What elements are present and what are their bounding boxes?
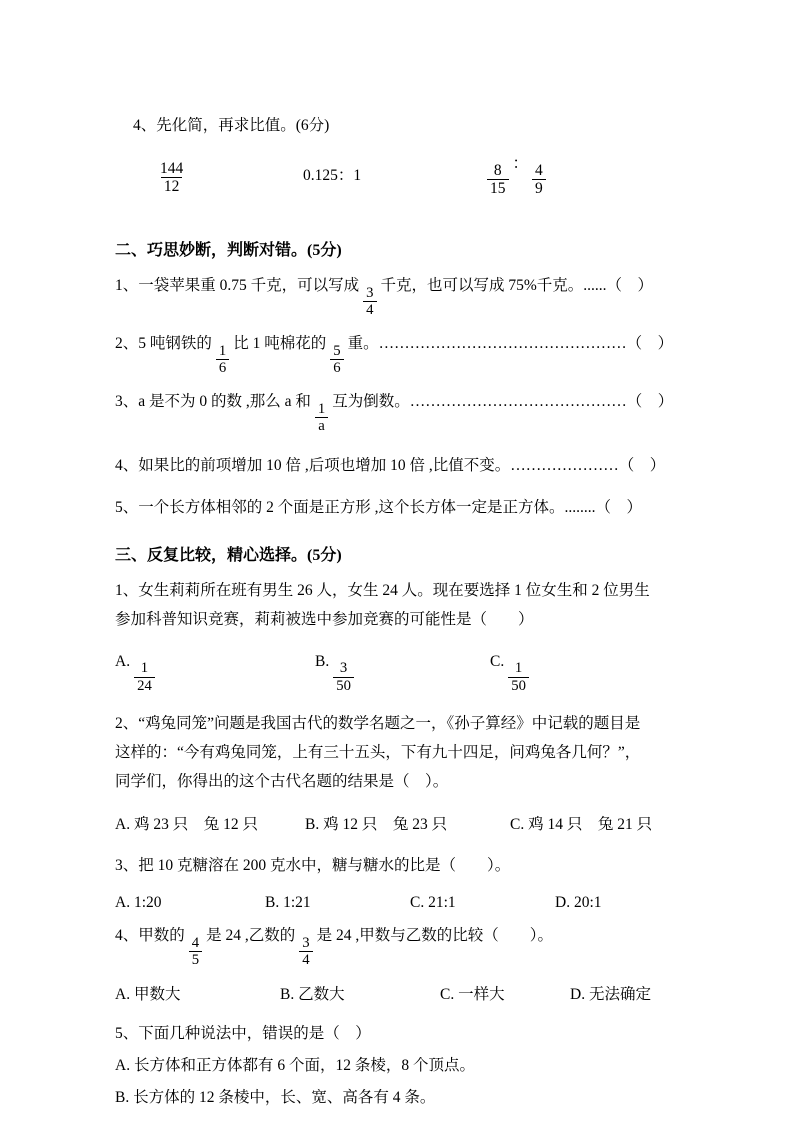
section-true-false (115, 237, 693, 518)
mc-q4-line1: 4、甲数的 $\frac{4}{5}$ 是 24 ,乙数的 $\frac{3}{4}$ 是 24 ,甲数与乙数的比较（ ）。 (115, 926, 554, 968)
math-expression-3: $\frac{8}{15}$ ： $\frac{4}{9}$ (483, 151, 693, 197)
math-expression-2: 0.125：1 (303, 167, 362, 185)
fraction: $\frac{1}{24}$ (134, 660, 155, 693)
mc-q1-option-b: B. $\frac{3}{50}$ (315, 653, 490, 694)
question-4-label: 4、先化简，再求比值。(6分) (133, 116, 330, 134)
mc-q1-option-a: A. $\frac{1}{24}$ (115, 653, 315, 694)
mc-q3-option-d: D. 20:1 (555, 893, 602, 911)
tf-item-5: 5、一个长方体相邻的 2 个面是正方形 ,这个长方体一定是正方体。........（ ） (115, 499, 643, 517)
mc-q3-option-a: A. 1:20 (115, 893, 162, 911)
fraction: $\frac{3}{50}$ (333, 660, 354, 693)
fraction: $\frac{8}{15}$ (487, 162, 509, 197)
tf-item-4: 4、如果比的前项增加 10 倍 ,后项也增加 10 倍 ,比值不变。…………………（ ） (115, 457, 666, 475)
mc-q2-text (115, 710, 693, 796)
fraction: $\frac{4}{5}$ (189, 935, 202, 968)
section-2-heading: 二、巧思妙断，判断对错。(5分) (115, 242, 342, 260)
fraction: $\frac{5}{6}$ (330, 343, 343, 376)
tf-item-1: 1、一袋苹果重 0.75 千克，可以写成 $\frac{3}{4}$ 千克，也可以写成 75%千克。......（ ） (115, 277, 654, 319)
mc-q1-options (115, 650, 693, 696)
fraction: $\frac{1}{50}$ (508, 660, 529, 693)
mc-q2-option-b: B. 鸡 12 只 兔 23 只 (305, 815, 448, 833)
section-multiple-choice (115, 542, 693, 1108)
mc-q1-text (115, 577, 693, 634)
mc-q2-line1: 2、“鸡兔同笼”问题是我国古代的数学名题之一，《孙子算经》中记载的题目是 (115, 715, 641, 733)
mc-q2-option-a: A. 鸡 23 只 兔 12 只 (115, 815, 258, 833)
fraction: $\frac{3}{4}$ (299, 935, 312, 968)
mc-q3-option-b: B. 1:21 (265, 893, 311, 911)
math-expression-1 (153, 153, 303, 195)
mc-q5-option-b: B. 长方体的 12 条棱中，长、宽、高各有 4 条。 (115, 1089, 436, 1107)
mc-q4-options (115, 982, 693, 1004)
fraction: $\frac{3}{4}$ (363, 285, 376, 318)
fraction: $\frac{4}{9}$ (532, 162, 546, 197)
mc-q1-line2: 参加科普知识竞赛，莉莉被选中参加竞赛的可能性是（ ） (115, 611, 534, 629)
question-4-simplify-block (115, 116, 693, 198)
fraction: $\frac{1}{6}$ (216, 343, 229, 376)
mc-q4-option-a: A. 甲数大 (115, 985, 181, 1003)
section-3-heading: 三、反复比较，精心选择。(5分) (115, 547, 342, 565)
mc-q2-line3: 同学们，你得出的这个古代名题的结果是（ ）。 (115, 772, 449, 790)
mc-q4-option-b: B. 乙数大 (280, 985, 345, 1003)
fraction: $\frac{1}{a}$ (315, 401, 328, 434)
mc-q2-option-c: C. 鸡 14 只 兔 21 只 (510, 815, 653, 833)
mc-q3-line1: 3、把 10 克糖溶在 200 克水中，糖与糖水的比是（ ）。 (115, 856, 511, 874)
mc-q2-line2: 这样的：“今有鸡兔同笼，上有三十五头，下有九十四足，问鸡兔各几何？”， (115, 744, 641, 761)
fraction: $\frac{144}{12}$ (160, 160, 184, 196)
mc-q2-options (115, 812, 693, 834)
mc-q5-option-a: A. 长方体和正方体都有 6 个面，12 条棱，8 个顶点。 (115, 1057, 475, 1075)
mc-q4-option-c: C. 一样大 (440, 985, 505, 1003)
mc-q1-option-c: C. $\frac{1}{50}$ (490, 653, 693, 694)
tf-item-3: 3、a 是不为 0 的数 ,那么 a 和 $\frac{1}{a}$ 互为倒数。……………………………………（ ） (115, 393, 674, 435)
mc-q4-option-d: D. 无法确定 (570, 985, 651, 1003)
tf-item-2: 2、5 吨钢铁的 $\frac{1}{6}$ 比 1 吨棉花的 $\frac{5}{6}$ 重。…………………………………………（ ） (115, 335, 674, 377)
mc-q1-line1: 1、女生莉莉所在班有男生 26 人，女生 24 人。现在要选择 1 位女生和 2 位男生 (115, 582, 650, 600)
question-4-expressions (115, 151, 693, 197)
mc-q3-option-c: C. 21:1 (410, 893, 456, 911)
mc-q3-options (115, 894, 693, 912)
mc-q5-line1: 5、下面几种说法中，错误的是（ ） (115, 1024, 371, 1042)
